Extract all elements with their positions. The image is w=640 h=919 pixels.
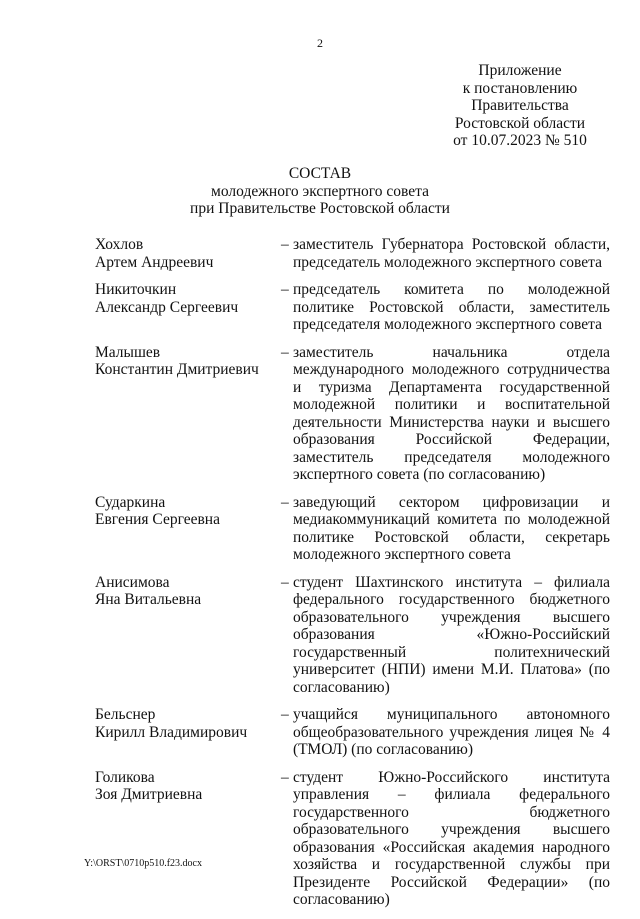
file-path-footer: Y:\ORST\0710p510.f23.docx xyxy=(84,858,202,869)
appendix-line: Приложение xyxy=(478,62,562,79)
member-role: заместитель начальника отдела международного молодежного сотрудничества и туризма Департамента государственной молодежной политики и воспитательной деятельности Министерства науки и высшего образования Российской Федерации, заместитель председателя молодежного экспертного совета (по согласованию) xyxy=(293,343,610,483)
member-surname: Хохлов xyxy=(95,236,144,253)
dash: – xyxy=(281,573,289,591)
appendix-line: к постановлению xyxy=(462,79,578,97)
dash: – xyxy=(281,236,289,253)
member-name xyxy=(95,706,281,759)
member-row xyxy=(95,706,610,759)
appendix-line: Ростовской области xyxy=(454,114,586,132)
member-given-name: Артем Андреевич xyxy=(95,253,214,271)
member-given-name: Кирилл Владимирович xyxy=(95,723,248,741)
appendix-line: Правительства xyxy=(471,97,569,114)
title-line: при Правительстве Ростовской области xyxy=(190,200,450,217)
member-row xyxy=(95,281,610,334)
member-row xyxy=(95,344,610,484)
member-row xyxy=(95,574,610,697)
dash: – xyxy=(281,706,289,723)
member-given-name: Евгения Сергеевна xyxy=(95,511,220,528)
member-name xyxy=(95,769,281,909)
dash: – xyxy=(281,281,289,298)
dash: – xyxy=(281,493,289,511)
appendix-block xyxy=(440,62,600,150)
member-row xyxy=(95,236,610,271)
member-surname: Голикова xyxy=(95,768,155,786)
member-name xyxy=(95,344,281,484)
member-surname: Бельснер xyxy=(95,706,156,723)
page-number: 2 xyxy=(317,36,323,50)
member-role: председатель комитета по молодежной политике Ростовской области, заместитель председателя молодежного экспертного совета xyxy=(293,281,610,333)
dash: – xyxy=(281,768,289,786)
member-role: студент Южно-Российского института управления – филиала федерального государственного бюджетного образовательного учреждения высшего образования «Российская академия народного хозяйства и государственной службы при Президенте Российской Федерации» (по согласованию) xyxy=(293,768,610,908)
member-row xyxy=(95,769,610,909)
member-given-name: Александр Сергеевич xyxy=(95,298,239,316)
member-name xyxy=(95,281,281,334)
member-surname: Никиточкин xyxy=(95,281,177,298)
title-line: СОСТАВ xyxy=(288,165,352,182)
member-name xyxy=(95,494,281,564)
member-role: студент Шахтинского института – филиала федерального государственного бюджетного образовательного учреждения высшего образования «Южно-Российский государственный политехнический университет (НПИ) имени М.И. Платова» (по согласованию) xyxy=(293,573,610,696)
dash: – xyxy=(281,343,289,361)
member-given-name: Зоя Дмитриевна xyxy=(95,786,203,803)
member-surname: Малышев xyxy=(95,343,161,361)
member-surname: Анисимова xyxy=(95,573,170,591)
member-row xyxy=(95,494,610,564)
member-role: заведующий сектором цифровизации и медиакоммуникаций комитета по молодежной политике Ростовской области, секретарь молодежного экспертного совета xyxy=(293,493,610,563)
member-name xyxy=(95,574,281,697)
member-role: учащийся муниципального автономного общеобразовательного учреждения лицея № 4 (ТМОЛ) (по согласованию) xyxy=(293,706,610,758)
appendix-line: от 10.07.2023 № 510 xyxy=(453,132,587,149)
document-title xyxy=(0,165,640,218)
title-line: молодежного экспертного совета xyxy=(211,182,429,200)
member-given-name: Яна Витальевна xyxy=(95,591,202,608)
member-role: заместитель Губернатора Ростовской области, председатель молодежного экспертного совета xyxy=(293,236,610,271)
member-surname: Сударкина xyxy=(95,493,166,511)
members-list xyxy=(95,236,610,919)
member-given-name: Константин Дмитриевич xyxy=(95,361,259,378)
member-name xyxy=(95,236,281,271)
